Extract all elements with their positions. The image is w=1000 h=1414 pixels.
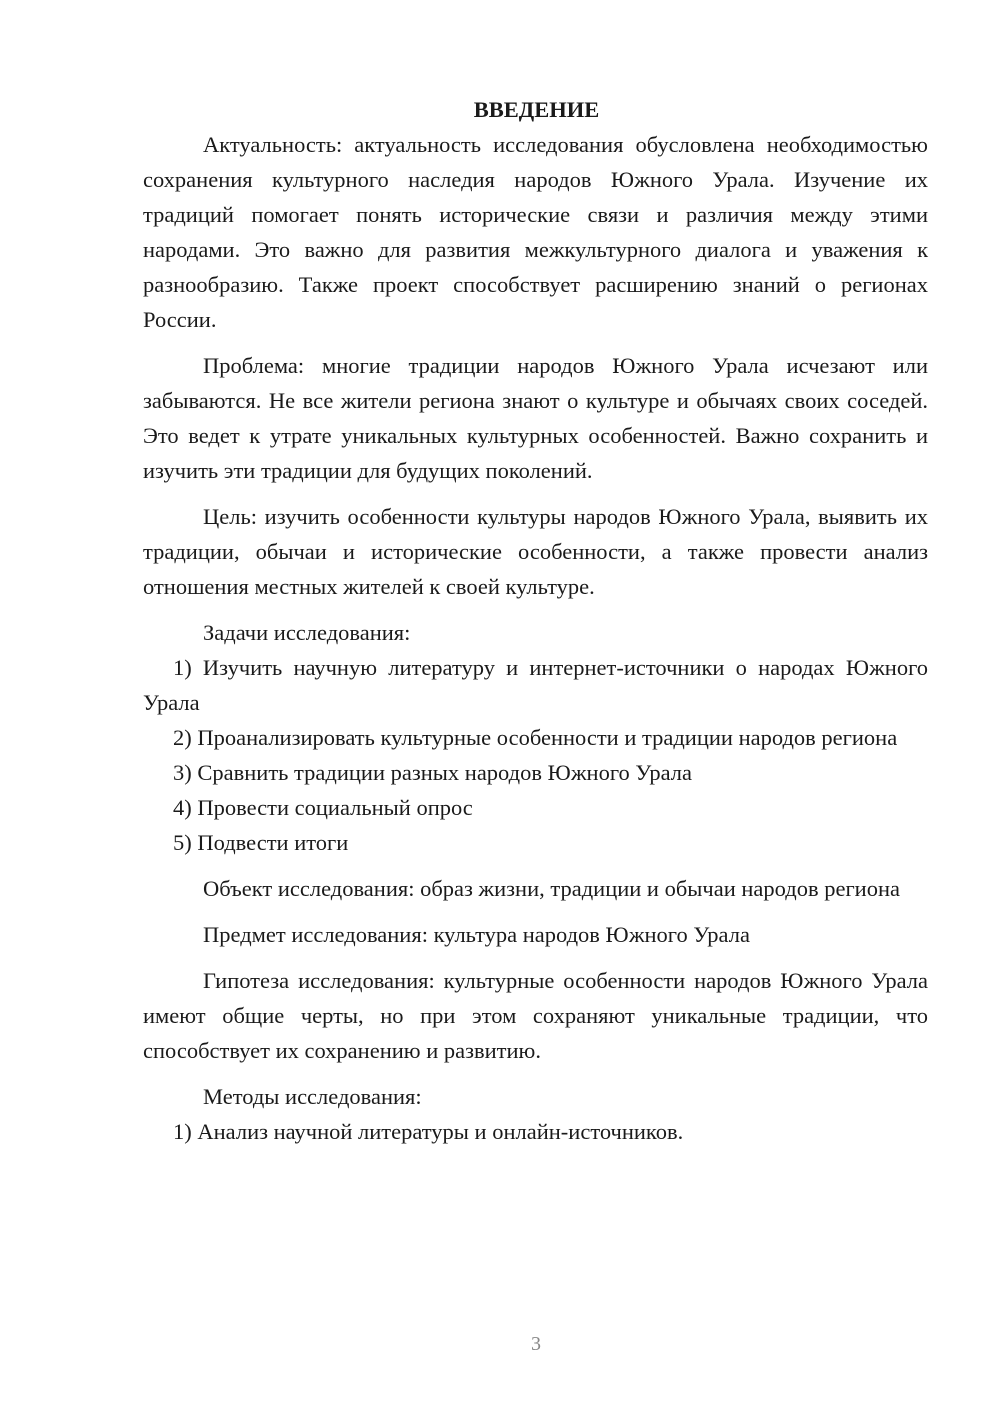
page-number: 3 [531,1333,541,1355]
task-item-1: 1) Изучить научную литературу и интернет-источники о народах Южного Урала [143,655,928,715]
paragraph-problem: Проблема: многие традиции народов Южного Урала исчезают или забываются. Не все жители региона знают о культуре и обычаях своих соседей. Это ведет к утрате уникальных культурных особенностей. Важно сохранить и изучить эти традиции для будущих поколений. [143,353,928,483]
task-item-4: 4) Провести социальный опрос [173,795,473,820]
paragraph-object: Объект исследования: образ жизни, традиции и обычаи народов региона [203,876,900,901]
paragraph-hypothesis: Гипотеза исследования: культурные особенности народов Южного Урала имеют общие черты, но при этом сохраняют уникальные традиции, что способствует их сохранению и развитию. [143,968,928,1063]
tasks-heading: Задачи исследования: [203,620,411,645]
paragraph-subject: Предмет исследования: культура народов Южного Урала [203,922,750,947]
paragraph-relevance: Актуальность: актуальность исследования обусловлена необходимостью сохранения культурного наследия народов Южного Урала. Изучение их традиций помогает понять исторические связи и различия между этими народами. Это важно для развития межкультурного диалога и уважения к разнообразию. Также проект способствует расширению знаний о регионах России. [143,132,928,332]
task-item-5: 5) Подвести итоги [173,830,349,855]
task-item-2: 2) Проанализировать культурные особенности и традиции народов региона [173,725,898,750]
methods-heading: Методы исследования: [203,1084,422,1109]
task-item-3: 3) Сравнить традиции разных народов Южного Урала [173,760,692,785]
section-title: ВВЕДЕНИЕ [473,97,600,122]
document-page [143,92,928,1149]
method-item-1: 1) Анализ научной литературы и онлайн-источников. [173,1119,684,1144]
paragraph-goal: Цель: изучить особенности культуры народов Южного Урала, выявить их традиции, обычаи и исторические особенности, а также провести анализ отношения местных жителей к своей культуре. [143,504,928,599]
